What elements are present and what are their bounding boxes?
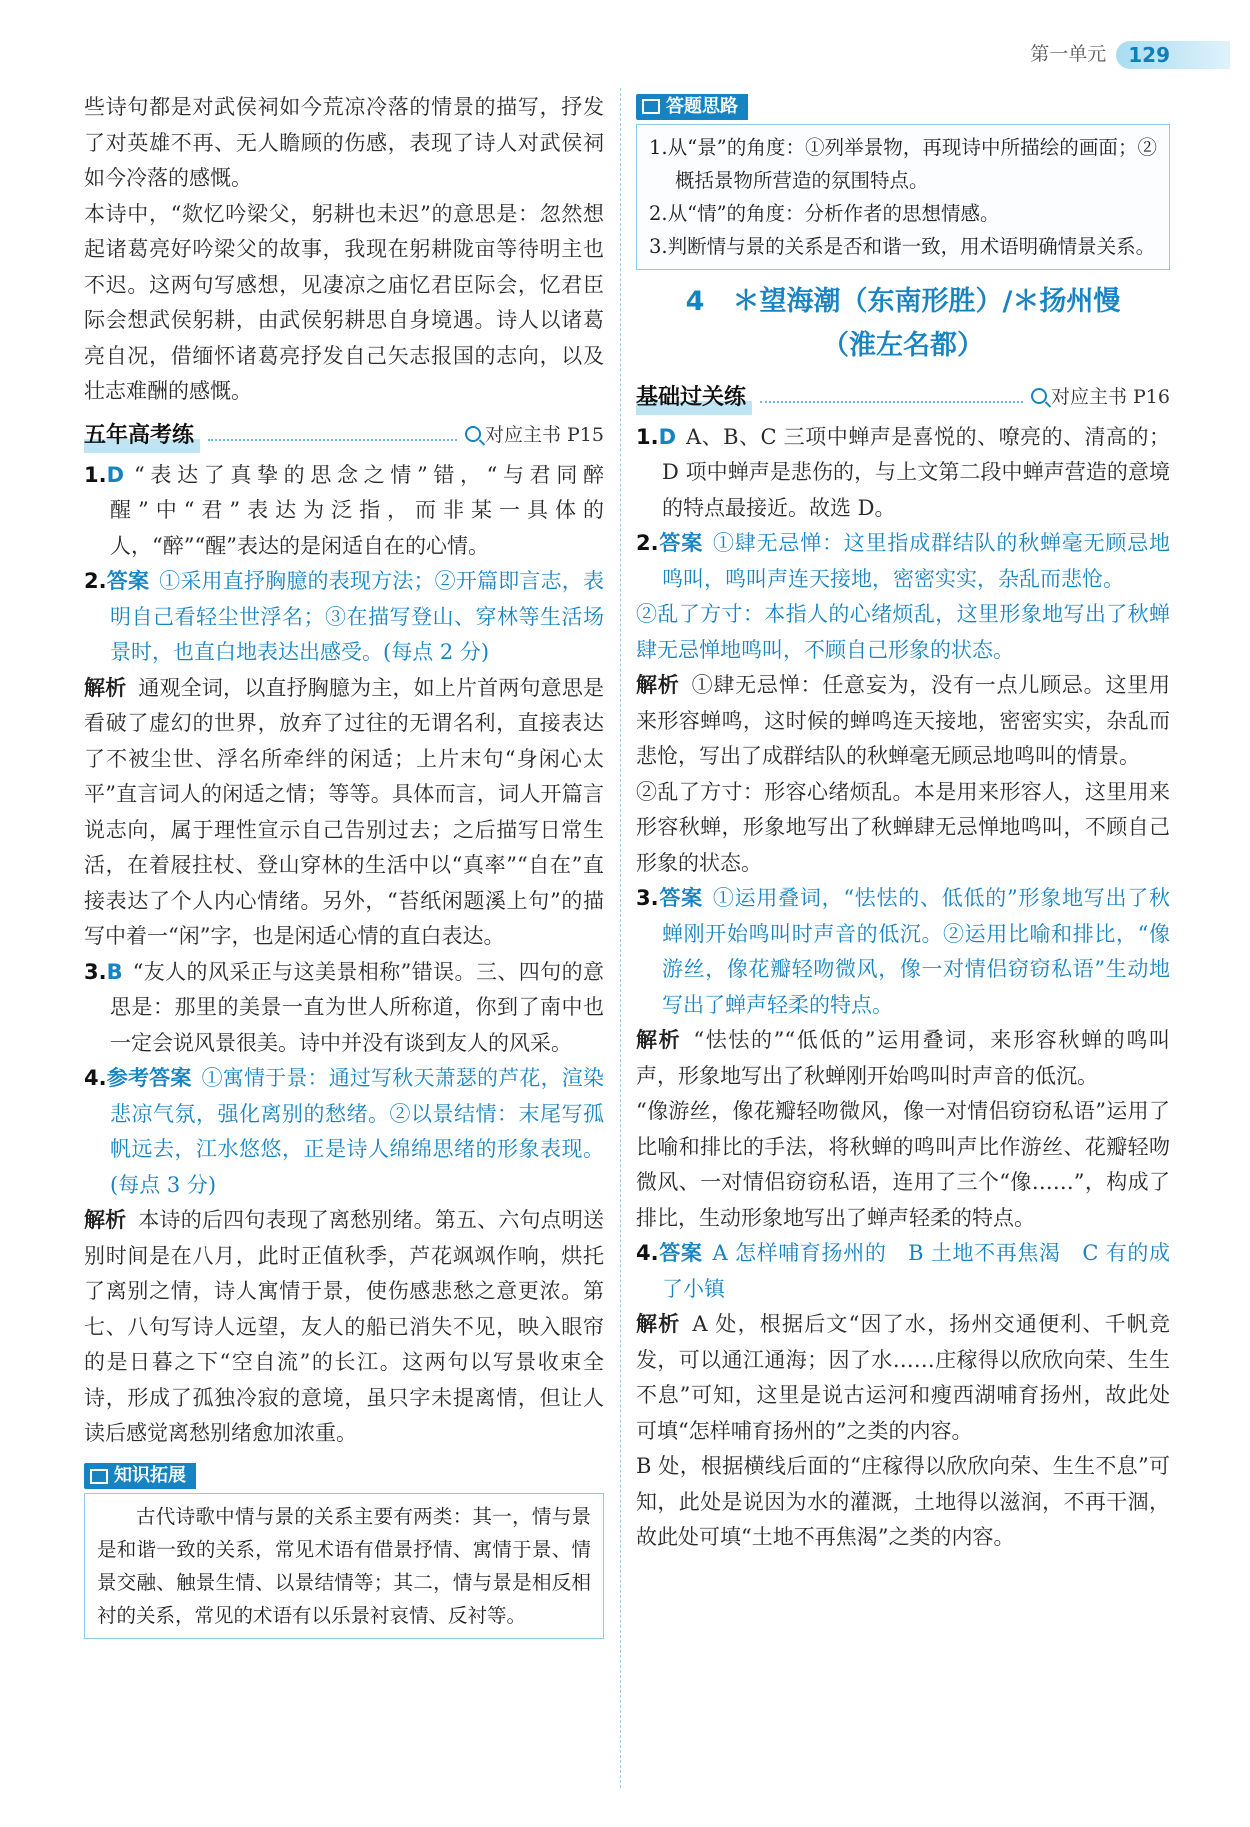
section-reference: 对应主书 P15 [465, 418, 604, 454]
question-3: 3.B “友人的风采正与这美景相称”错误。三、四句的意思是：那里的美景一直为世人所称道，你到了南中也一定会说风景很美。诗中并没有谈到友人的风采。 [84, 959, 604, 1055]
approach-tag: 答题思路 [636, 94, 748, 120]
answer-label: 答案 [658, 1241, 703, 1265]
search-icon [1031, 388, 1047, 404]
question-2-analysis-2: ②乱了方寸：形容心绪烦乱。本是用来形容人，这里用来形容秋蝉，形象地写出了秋蝉肆无忌惮地鸣叫，不顾自己形象的状态。 [636, 779, 1170, 875]
answer-option: B [106, 959, 123, 984]
lesson-number: 4 [685, 285, 705, 317]
answer-label: 答案 [658, 886, 703, 910]
question-4-analysis: 解析 A 处，根据后文“因了水，扬州交通便利、千帆竞发，可以通江通海；因了水……庄稼得以欣欣向荣、生生不息”可知，这里是说古运河和瘦西湖哺育扬州，故此处可填“怎样哺育扬州的”之类的内容。 [636, 1312, 1171, 1443]
dotted-leader [208, 439, 457, 441]
question-1: 1.D A、B、C 三项中蝉声是喜悦的、嘹亮的、清高的；D 项中蝉声是悲伤的，与上文第二段中蝉声营造的意境的特点最接近。故选 D。 [636, 424, 1170, 520]
section-header-gaokao [84, 418, 604, 454]
knowledge-box [84, 1493, 604, 1639]
intro-paragraph-2: 本诗中，“欻忆吟梁父，躬耕也未迟”的意思是：忽然想起诸葛亮好吟梁父的故事，我现在躬耕陇亩等待明主也不迟。这两句写感想，见凄凉之庙忆君臣际会，忆君臣际会想武侯躬耕，由武侯躬耕思自身境遇。诗人以诸葛亮自况，借缅怀诸葛亮抒发自己矢志报国的志向，以及壮志难酬的感慨。 [84, 201, 604, 403]
intro-paragraph-1: 些诗句都是对武侯祠如今荒凉冷落的情景的描写，抒发了对英雄不再、无人瞻顾的伤感，表现了诗人对武侯祠如今冷落的感慨。 [84, 95, 604, 190]
answer-label: 答案 [106, 569, 150, 593]
page-header [1030, 40, 1230, 70]
question-1: 1.D “表达了真挚的思念之情”错，“与君同醉醒”中“君”表达为泛指，而非某一具体的人，“醉”“醒”表达的是闲适自在的心情。 [84, 462, 604, 558]
approach-item-1: 1.从“景”的角度：①列举景物，再现诗中所描绘的画面；②概括景物所营造的氛围特点。 [649, 135, 1157, 192]
knowledge-tag: 知识拓展 [84, 1463, 196, 1489]
question-4-answer: 4.参考答案 ①寓情于景：通过写秋天萧瑟的芦花，渲染悲凉气氛，强化离别的愁绪。②以景结情：末尾写孤帆远去，江水悠悠，正是诗人绵绵思绪的形象表现。(每点 3 分) [84, 1066, 605, 1197]
book-icon [642, 99, 660, 114]
approach-box-wrapper [636, 90, 1170, 270]
answer-option: D [658, 424, 677, 449]
search-icon [465, 426, 481, 442]
question-4-analysis-2: B 处，根据横线后面的“庄稼得以欣欣向荣、生生不息”可知，此处是说因为水的灌溉，土地得以滋润，不再干涸，故此处可填“土地不再焦渴”之类的内容。 [636, 1454, 1170, 1549]
question-4-analysis: 解析 本诗的后四句表现了离愁别绪。第五、六句点明送别时间是在八月，此时正值秋季，芦花飒飒作响，烘托了离别之情，诗人寓情于景，使伤感悲愁之意更浓。第七、八句写诗人远望，友人的船已消失不见，映入眼帘的是日暮之下“空自流”的长江。这两句以写景收束全诗，形成了孤独冷寂的意境，虽只字未提离情，但让人读后感觉离愁别绪愈加浓重。 [84, 1208, 605, 1445]
question-2-analysis: 解析 通观全词，以直抒胸臆为主，如上片首两句意思是看破了虚幻的世界，放弃了过往的无谓名利，直接表达了不被尘世、浮名所牵绊的闲适；上片末句“身闲心太平”直言词人的闲适之情；等等。具体而言，词人开篇言说志向，属于理性宣示自己告别过去；之后描写日常生活，在着屐拄杖、登山穿林的生活中以“真率”“自在”直接表达了个人内心情绪。另外，“苔纸闲题溪上句”的描写中着一“闲”字，也是闲适心情的直白表达。 [84, 675, 605, 948]
approach-box [636, 124, 1170, 270]
dotted-leader [760, 401, 1023, 403]
answer-label: 参考答案 [106, 1066, 192, 1090]
section-title: 基础过关练 [636, 380, 752, 416]
question-3-analysis-2: “像游丝，像花瓣轻吻微风，像一对情侣窃窃私语”运用了比喻和排比的手法，将秋蝉的鸣叫声比作游丝、花瓣轻吻微风、一对情侣窃窃私语，连用了三个“像……”，构成了排比，生动形象地写出了蝉声轻柔的特点。 [636, 1099, 1170, 1230]
answer-label: 答案 [658, 531, 703, 555]
knowledge-text: 古代诗歌中情与景的关系主要有两类：其一，情与景是和谐一致的关系，常见术语有借景抒情、寓情于景、情景交融、触景生情、以景结情等；其二，情与景是相反相衬的关系，常见的术语有以乐景衬哀情、反衬等。 [97, 1505, 591, 1627]
analysis-label: 解析 [636, 673, 680, 697]
question-4-answer: 4.答案 A 怎样哺育扬州的 B 土地不再焦渴 C 有的成了小镇 [636, 1241, 1170, 1301]
left-column [84, 90, 604, 1639]
analysis-label: 解析 [84, 1208, 127, 1232]
section-title: 五年高考练 [84, 418, 200, 454]
question-2-answer: 2.答案 ①采用直抒胸臆的表现方法；②开篇即言志，表明自己看轻尘世浮名；③在描写登山、穿林等生活场景时，也直白地表达出感受。(每点 2 分) [84, 569, 605, 664]
approach-item-2: 2.从“情”的角度：分析作者的思想情感。 [649, 201, 1000, 225]
question-2-answer: 2.答案 ①肆无忌惮：这里指成群结队的秋蝉毫无顾忌地鸣叫，鸣叫声连天接地，密密实实，杂乱而悲怆。 [636, 531, 1171, 591]
lesson-title-line-1: ＊望海潮（东南形胜）/＊扬州慢 [732, 285, 1121, 317]
lesson-title [636, 280, 1170, 368]
question-2-answer-2: ②乱了方寸：本指人的心绪烦乱，这里形象地写出了秋蝉肆无忌惮地鸣叫，不顾自己形象的状态。 [636, 602, 1170, 662]
question-3-answer: 3.答案 ①运用叠词，“怯怯的、低低的”形象地写出了秋蝉刚开始鸣叫时声音的低沉。②运用比喻和排比，“像游丝，像花瓣轻吻微风，像一对情侣窃窃私语”生动地写出了蝉声轻柔的特点。 [636, 886, 1170, 1017]
question-2-analysis: 解析 ①肆无忌惮：任意妄为，没有一点儿顾忌。这里用来形容蝉鸣，这时候的蝉鸣连天接地，密密实实，杂乱而悲怆，写出了成群结队的秋蝉毫无顾忌地鸣叫的情景。 [636, 673, 1171, 768]
approach-item-3: 3.判断情与景的关系是否和谐一致，用术语明确情景关系。 [649, 234, 1156, 258]
knowledge-box-wrapper [84, 1460, 604, 1640]
book-icon [90, 1469, 108, 1484]
unit-label: 第一单元 [1030, 43, 1107, 66]
analysis-label: 解析 [636, 1028, 682, 1052]
analysis-label: 解析 [84, 675, 127, 700]
section-header-basic [636, 380, 1170, 416]
page-number: 129 [1116, 41, 1230, 69]
lesson-title-line-2: （淮左名都） [822, 329, 984, 361]
answer-option: D [106, 462, 125, 487]
question-3-analysis: 解析 “怯怯的”“低低的”运用叠词，来形容秋蝉的鸣叫声，形象地写出了秋蝉刚开始鸣叫时声音的低沉。 [636, 1028, 1170, 1088]
section-reference: 对应主书 P16 [1031, 380, 1170, 416]
analysis-label: 解析 [636, 1312, 681, 1336]
column-divider [620, 88, 621, 1788]
right-column [636, 90, 1170, 1556]
